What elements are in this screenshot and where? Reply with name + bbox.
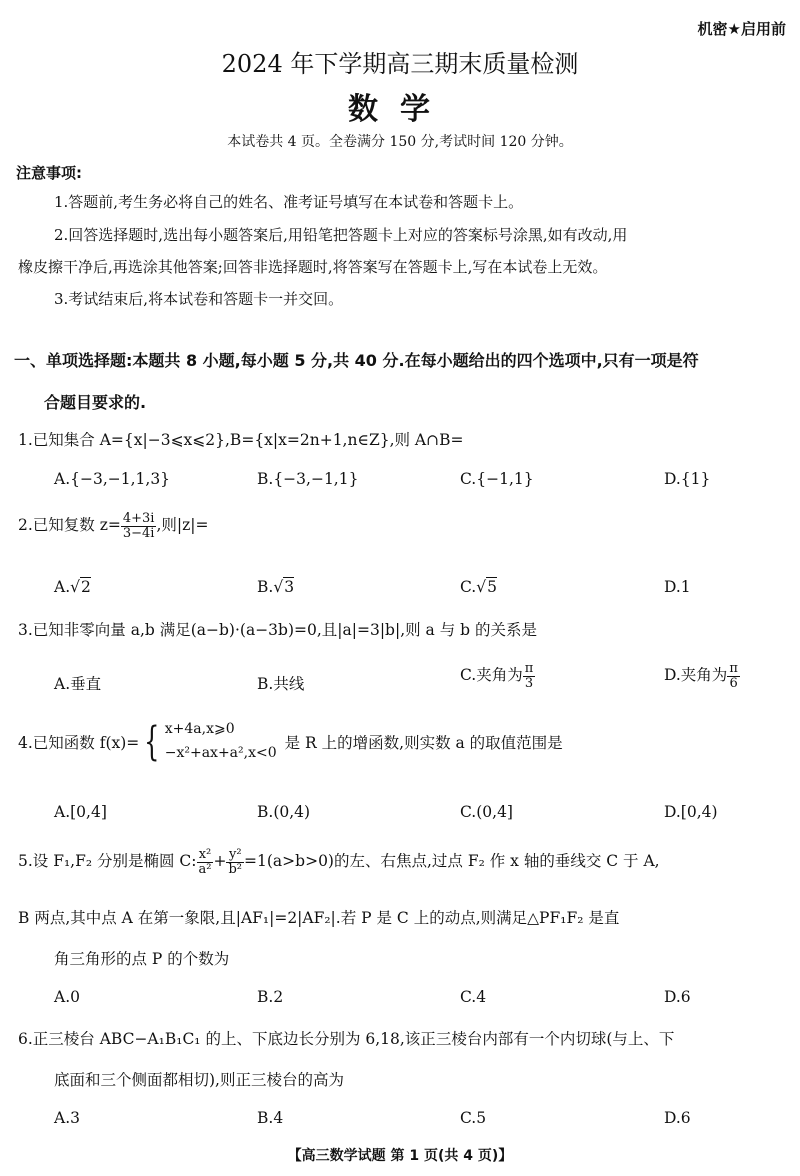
q5-fraction-x-numerator: x² <box>197 848 214 863</box>
q3-option-b: B.共线 <box>257 675 305 693</box>
notes-heading: 注意事项: <box>16 164 82 182</box>
q4-option-d: D.[0,4) <box>664 803 718 821</box>
question-2-stem <box>18 512 209 540</box>
q2-option-b-radicand: 3 <box>284 578 295 596</box>
note-item: 2.回答选择题时,选出每小题答案后,用铅笔把答题卡上对应的答案标号涂黑,如有改动,用 <box>54 226 628 244</box>
q2-suffix: ,则|z|= <box>156 516 209 535</box>
section-heading-cont: 合题目要求的. <box>44 393 147 412</box>
q2-option-c-radicand: 5 <box>487 578 497 596</box>
note-item: 3.考试结束后,将本试卷和答题卡一并交回。 <box>54 290 344 308</box>
q6-option-b: B.4 <box>257 1109 284 1127</box>
q3-option-d-numerator: π <box>729 661 738 676</box>
q5-prefix: 5.设 F₁,F₂ 分别是椭圆 C: <box>18 852 197 871</box>
note-item: 1.答题前,考生务必将自己的姓名、准考证号填写在本试卷和答题卡上。 <box>54 193 524 211</box>
question-1-stem: 1.已知集合 A={x|−3⩽x⩽2},B={x|x=2n+1,n∈Z},则 A∩B= <box>18 431 464 449</box>
q4-case-1: x+4a,x⩾0 <box>164 721 235 737</box>
q5-fraction-x-denominator: a² <box>198 861 212 877</box>
q6-option-c: C.5 <box>460 1109 487 1127</box>
exam-info: 本试卷共 4 页。全卷满分 150 分,考试时间 120 分钟。 <box>227 134 573 150</box>
q2-fraction <box>121 512 157 540</box>
q5-option-d: D.6 <box>664 988 691 1006</box>
page-footer: 【高三数学试题 第 1 页(共 4 页)】 <box>287 1148 513 1164</box>
exam-title: 2024 年下学期高三期末质量检测 <box>221 50 579 78</box>
q5-fraction-y <box>226 848 244 876</box>
question-5-line-3: 角三角形的点 P 的个数为 <box>54 950 230 968</box>
q5-suffix: =1(a>b>0)的左、右焦点,过点 F₂ 作 x 轴的垂线交 C 于 A, <box>244 852 660 871</box>
q1-option-b: B.{−3,−1,1} <box>257 470 359 488</box>
q2-fraction-numerator: 4+3i <box>122 511 155 526</box>
q2-option-b-label: B. <box>257 578 274 596</box>
question-6-line-1: 6.正三棱台 ABC−A₁B₁C₁ 的上、下底边长分别为 6,18,该正三棱台内部有一个内切球(与上、下 <box>18 1030 675 1048</box>
q2-option-d: D.1 <box>664 578 691 596</box>
q5-fraction-y-denominator: b² <box>228 861 243 877</box>
q2-option-a-radicand: 2 <box>81 578 91 596</box>
q1-option-c: C.{−1,1} <box>460 470 534 488</box>
subject-title: 数学 <box>348 92 452 127</box>
q3-option-c-numerator: π <box>524 661 534 676</box>
q3-option-d-denominator: 6 <box>729 675 738 691</box>
q2-option-c-label: C. <box>460 578 477 596</box>
question-5-line-2: B 两点,其中点 A 在第一象限,且|AF₁|=2|AF₂|.若 P 是 C 上的动点,则满足△PF₁F₂ 是直 <box>18 909 620 927</box>
section-heading: 一、单项选择题:本题共 8 小题,每小题 5 分,共 40 分.在每小题给出的四个选项中,只有一项是符 <box>14 351 699 370</box>
question-5-line-1 <box>18 848 660 876</box>
q2-fraction-denominator: 3−4i <box>122 525 155 541</box>
q3-option-d-text: D.夹角为 <box>664 666 728 685</box>
q4-suffix: 是 R 上的增函数,则实数 a 的取值范围是 <box>284 733 563 752</box>
q3-option-d-fraction <box>727 662 740 690</box>
q2-option-c: C.√5 <box>460 578 497 596</box>
left-brace-icon: { <box>144 718 160 765</box>
q3-option-a: A.垂直 <box>54 675 102 693</box>
q2-option-a-label: A. <box>54 578 71 596</box>
q5-option-b: B.2 <box>257 988 284 1006</box>
confidential-label: 机密★启用前 <box>697 20 786 38</box>
q4-option-c: C.(0,4] <box>460 803 513 821</box>
q6-option-d: D.6 <box>664 1109 691 1127</box>
q2-option-b: B.√3 <box>257 578 295 596</box>
q1-option-d: D.{1} <box>664 470 711 488</box>
question-6-line-2: 底面和三个侧面都相切),则正三棱台的高为 <box>54 1071 344 1089</box>
q3-option-c-denominator: 3 <box>524 675 534 691</box>
q3-option-c-text: C.夹角为 <box>460 666 523 685</box>
q5-option-a: A.0 <box>54 988 80 1006</box>
note-item: 橡皮擦干净后,再选涂其他答案;回答非选择题时,将答案写在答题卡上,写在本试卷上无效。 <box>18 258 608 276</box>
q5-option-c: C.4 <box>460 988 487 1006</box>
question-3-stem: 3.已知非零向量 a,b 满足(a−b)·(a−3b)=0,且|a|=3|b|,则 a 与 b 的关系是 <box>18 621 537 639</box>
q4-prefix: 4.已知函数 f(x)= <box>18 733 140 752</box>
q4-option-a: A.[0,4] <box>54 803 107 821</box>
question-4-stem <box>18 718 563 766</box>
q4-piecewise <box>165 718 277 766</box>
q5-plus: + <box>213 852 227 871</box>
q5-fraction-y-numerator: y² <box>226 848 244 863</box>
q4-option-b: B.(0,4) <box>257 803 311 821</box>
q3-option-c <box>460 662 535 690</box>
q1-option-a: A.{−3,−1,1,3} <box>54 470 171 488</box>
q3-option-c-fraction <box>523 662 536 690</box>
q2-prefix: 2.已知复数 z= <box>18 516 121 535</box>
q5-fraction-x <box>197 848 214 876</box>
q2-option-a: A.√2 <box>54 578 91 596</box>
q3-option-d <box>664 662 740 690</box>
q4-case-2: −x²+ax+a²,x<0 <box>164 744 277 761</box>
q6-option-a: A.3 <box>54 1109 80 1127</box>
